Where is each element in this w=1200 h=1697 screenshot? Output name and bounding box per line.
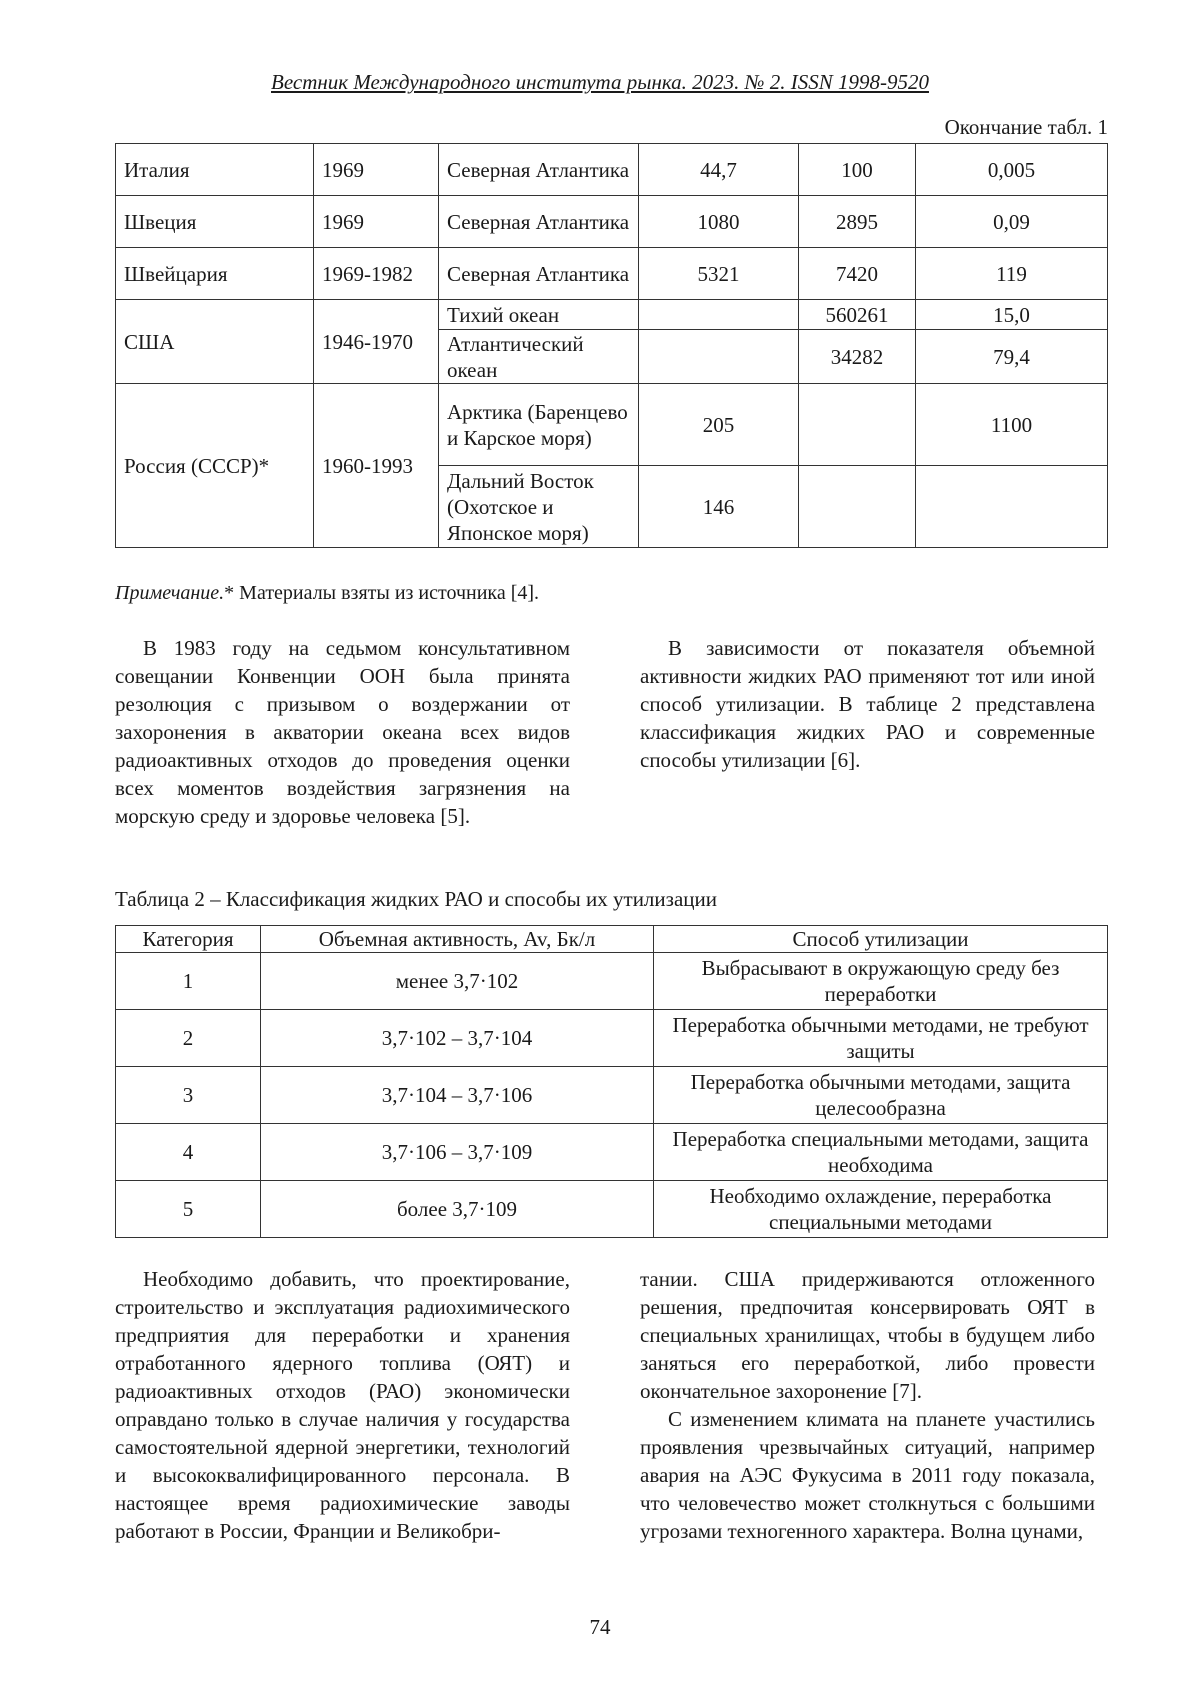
table-cell: Северная Атлантика [439,196,639,248]
table-cell: Переработка специальными методами, защита необходима [654,1124,1108,1181]
table-cell: менее 3,7·102 [261,953,654,1010]
table-cell: 1960-1993 [314,384,439,548]
table-cell: 119 [916,248,1108,300]
column-header: Категория [116,926,261,953]
table-cell: Выбрасывают в окружающую среду без переработки [654,953,1108,1010]
table-1-continuation [115,143,1108,548]
table-cell [799,466,916,548]
table-cell: Переработка обычными методами, не требуют защиты [654,1010,1108,1067]
table-cell: Атлантический океан [439,330,639,384]
table-cell: Северная Атлантика [439,144,639,196]
page-number: 74 [589,1615,611,1639]
table-cell: Тихий океан [439,300,639,330]
table-cell [916,466,1108,548]
table-2-classification [115,925,1108,1238]
table-cell [799,384,916,466]
table-cell: более 3,7·109 [261,1181,654,1238]
table-cell: 44,7 [639,144,799,196]
note-label: Примечание. [115,582,225,604]
table-cell: 146 [639,466,799,548]
column-left-bottom [115,1265,570,1545]
table-cell: 1969-1982 [314,248,439,300]
table-cell [639,330,799,384]
table-cell: Необходимо охлаждение, переработка специальными методами [654,1181,1108,1238]
table-cell: США [116,300,314,384]
table-cell: Россия (СССР)* [116,384,314,548]
table-cell: Швейцария [116,248,314,300]
table-cell: 1969 [314,196,439,248]
paragraph: Необходимо добавить, что проектирование, строительство и эксплуатация радиохимического предприятия для переработки и хранения отработанного ядерного топлива (ОЯТ) и радиоактивных отходов (РАО) экономически оправдано только в случае наличия у государства самостоятельной ядерной энергетики, технологий и высококвалифицированного персонала. В настоящее время радиохимические заводы работают в России, Франции и Великобри- [115,1267,570,1543]
table-cell: 5 [116,1181,261,1238]
table-continuation-label: Окончание табл. 1 [944,115,1108,139]
column-left-top [115,634,570,830]
table-cell: 100 [799,144,916,196]
table-cell: 3,7·102 – 3,7·104 [261,1010,654,1067]
paragraph: тании. США придерживаются отложенного решения, предпочитая консервировать ОЯТ в специальных хранилищах, чтобы в будущем либо заняться его переработкой, либо провести окончательное захоронение [7]. [640,1267,1095,1403]
column-right-bottom [640,1265,1095,1545]
column-right-top [640,634,1095,774]
table-row [116,144,1108,196]
table-cell [639,300,799,330]
table-row [116,1181,1108,1238]
table-cell: 3,7·104 – 3,7·106 [261,1067,654,1124]
table-cell: 0,005 [916,144,1108,196]
table-cell: Северная Атлантика [439,248,639,300]
table-cell: 3,7·106 – 3,7·109 [261,1124,654,1181]
table-cell: 2895 [799,196,916,248]
column-header: Способ утилизации [654,926,1108,953]
table-2-caption: Таблица 2 – Классификация жидких РАО и способы их утилизации [115,887,717,911]
column-header: Объемная активность, Av, Бк/л [261,926,654,953]
table-cell: 2 [116,1010,261,1067]
table-cell: 34282 [799,330,916,384]
table-row [116,1010,1108,1067]
journal-running-head: Вестник Международного института рынка. 2023. № 2. ISSN 1998-9520 [271,70,929,94]
table-cell: Переработка обычными методами, защита целесообразна [654,1067,1108,1124]
table-cell: Италия [116,144,314,196]
table-1-note [115,582,539,605]
table-cell: 1080 [639,196,799,248]
table-cell: 1 [116,953,261,1010]
table-cell: 15,0 [916,300,1108,330]
paragraph: С изменением климата на планете участились проявления чрезвычайных ситуаций, например авария на АЭС Фукусима в 2011 году показала, что человечество может столкнуться с большими угрозами техногенного характера. Волна цунами, [640,1407,1095,1543]
table-cell: 205 [639,384,799,466]
table-row [116,953,1108,1010]
table-cell: 3 [116,1067,261,1124]
table-cell: 1946-1970 [314,300,439,384]
table-row [116,384,1108,466]
paragraph: В зависимости от показателя объемной активности жидких РАО применяют тот или иной способ утилизации. В таблице 2 представлена классификация жидких РАО и современные способы утилизации [6]. [640,636,1095,772]
table-cell: Дальний Восток (Охотское и Японское моря) [439,466,639,548]
table-cell: 0,09 [916,196,1108,248]
table-cell: 4 [116,1124,261,1181]
table-row [116,1124,1108,1181]
table-cell: 1100 [916,384,1108,466]
table-row [116,248,1108,300]
table-cell: 5321 [639,248,799,300]
table-cell: 79,4 [916,330,1108,384]
paragraph: В 1983 году на седьмом консультативном совещании Конвенции ООН была принята резолюция с призывом о воздержании от захоронения в акватории океана всех видов радиоактивных отходов до проведения оценки всех моментов воздействия загрязнения на морскую среду и здоровье человека [5]. [115,636,570,828]
table-row [116,196,1108,248]
table-row [116,300,1108,330]
note-text: * Материалы взяты из источника [4]. [224,582,540,604]
table-header-row [116,926,1108,953]
table-row [116,1067,1108,1124]
table-cell: 560261 [799,300,916,330]
table-cell: 1969 [314,144,439,196]
table-cell: 7420 [799,248,916,300]
table-cell: Арктика (Баренцево и Карское моря) [439,384,639,466]
table-cell: Швеция [116,196,314,248]
